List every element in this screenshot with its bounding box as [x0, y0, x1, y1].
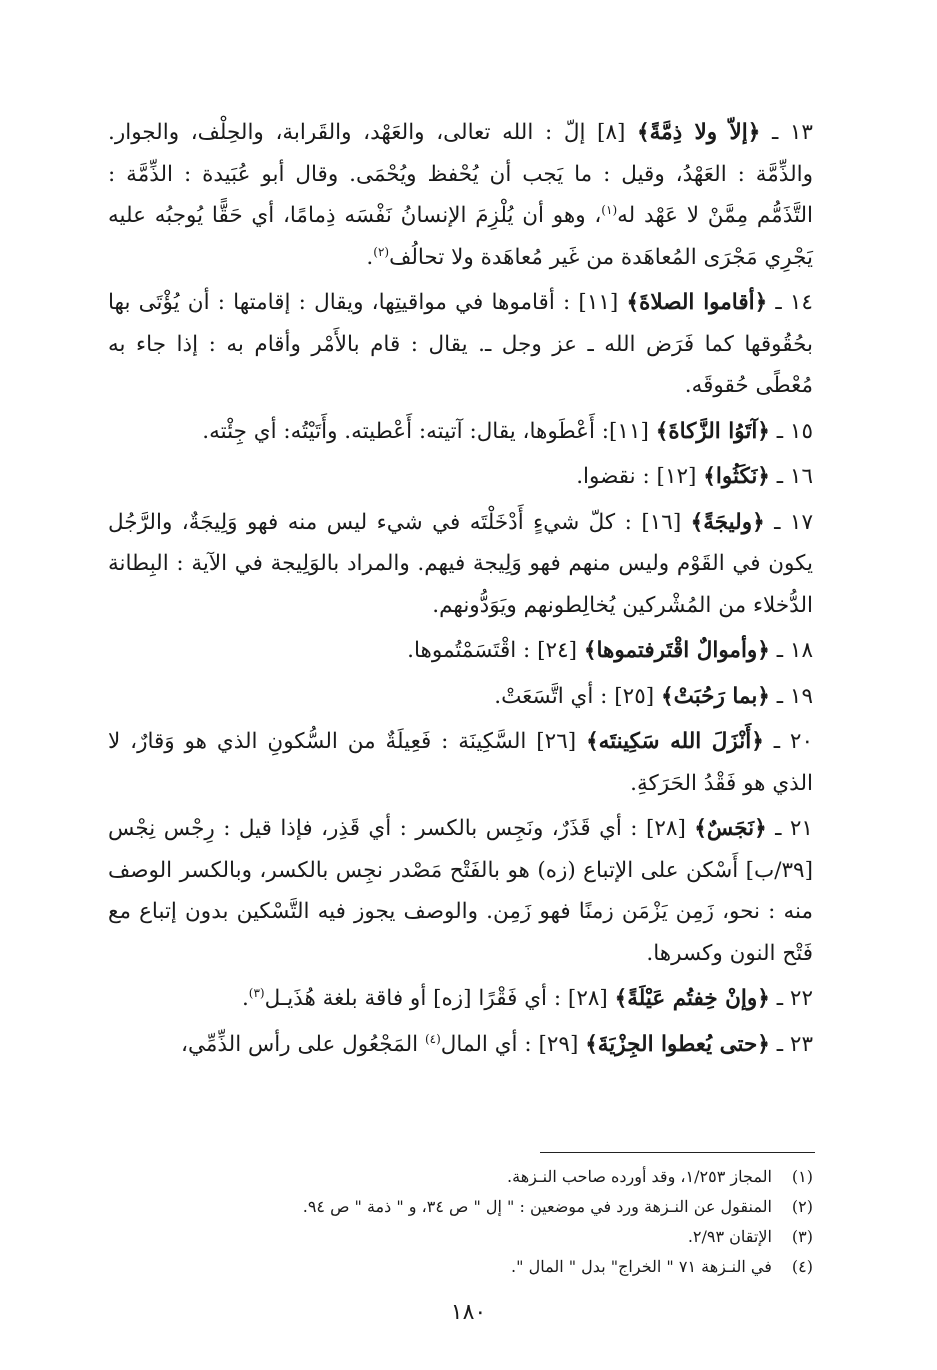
- entry-term: ﴿نَجَسٌ﴾: [694, 816, 767, 841]
- verse-ref: [٢٥]: [614, 683, 655, 709]
- entry-text: : أي المال: [440, 1031, 539, 1057]
- verse-ref: [٢٤]: [537, 638, 578, 663]
- entry-13: [108, 112, 813, 278]
- entry-text: .: [241, 986, 249, 1011]
- entry-19: [108, 676, 813, 718]
- verse-ref: [٢٨]: [645, 816, 686, 841]
- entry-term: ﴿إلاّ ولا ذِمَّةً﴾: [637, 120, 761, 145]
- entry-21: [108, 808, 813, 974]
- entry-14: [108, 282, 813, 407]
- entry-term: ﴿وإنْ خِفتُم عَيْلَةً﴾: [614, 986, 770, 1011]
- entry-text: السَّكِينَة : فَعِيلَةٌ من السُّكونِ الذي هو وَقارٌ، لا الذي هو فَقْدُ الحَرَكةِ.: [108, 729, 813, 796]
- entry-16: [108, 456, 813, 498]
- entry-text: : نقضوا.: [576, 464, 657, 489]
- entry-number: ١٦ ـ: [776, 464, 813, 489]
- entry-number: ٢٠ ـ: [773, 729, 813, 754]
- entry-18: [108, 630, 813, 672]
- entry-17: [108, 502, 813, 627]
- entry-term: ﴿آتَوُا الزَّكاةَ﴾: [655, 418, 770, 444]
- entry-term: ﴿أَنْزَلَ الله سَكِينتَه﴾: [586, 729, 764, 754]
- entry-text: : أَعْطَوها، يقال: آتيته: أَعْطيته. وأَتَيْتُه: أي جِئْته.: [202, 418, 610, 444]
- main-text: [108, 112, 813, 1069]
- entry-number: ١٥ ـ: [776, 418, 813, 444]
- page-number: ١٨٠: [450, 1300, 487, 1325]
- entry-22: [108, 978, 813, 1020]
- footnote-marker: (١): [601, 202, 618, 217]
- footnote-text: المجاز ١/٢٥٣، وقد أورده صاحب النـزهة.: [507, 1167, 772, 1186]
- verse-ref: [١١]: [609, 418, 649, 444]
- entry-text: ، وهو أن يُلْزِمَ الإنسانُ نَفْسَه ذِمامًا، أي حَقًّا يُوجبُه عليه يَجْرِي مَجْرَى المُعاهَدة من غَير مُعاهَدة ولا تحالُف: [108, 203, 813, 270]
- entry-number: ١٩ ـ: [776, 683, 813, 709]
- entry-23: [108, 1024, 813, 1066]
- entry-text: .: [366, 244, 374, 270]
- verse-ref: [٢٩]: [538, 1031, 579, 1057]
- entry-number: ١٧ ـ: [774, 509, 813, 535]
- footnote-marker: (٣): [248, 985, 265, 1000]
- entry-number: ١٣ ـ: [771, 120, 813, 145]
- entry-text: : أي قَذَرٌ، ونَجِس بالكسر : أي قَذِر، فإذا قيل : رِجْس نِجْس [٣٩/ب] أَسْكن على الإتباع (زه) هو بالفَتْح مَصْدر نجِس بالكسر، وبالكسر الوصف منه : نحو، زَمِن يَزْمَن زمنًا فهو زَمِن. والوصف يجوز فيه التَّسْكين بدون إتباع مع فَتْح النون وكسرها.: [108, 816, 813, 966]
- entry-term: ﴿بما رَحُبَتْ﴾: [660, 683, 770, 709]
- footnote-item: [108, 1222, 813, 1252]
- footnote-number: (٣): [791, 1227, 813, 1246]
- entry-term: ﴿وأموالٌ اقْتَرفتموها﴾: [583, 638, 770, 663]
- footnote-divider: [540, 1152, 815, 1153]
- entry-15: [108, 411, 813, 453]
- verse-ref: [٢٨]: [567, 986, 608, 1011]
- entry-text: : أي اتَّسَعَتْ.: [494, 683, 615, 709]
- entry-number: ٢٣ ـ: [776, 1031, 813, 1057]
- verse-ref: [١٢]: [656, 464, 697, 489]
- footnote-marker: (٢): [373, 244, 390, 259]
- entry-text: : أي فَقْرًا [زه] أو فاقة بلغة هُذَيـل: [264, 986, 568, 1011]
- entry-text: المَجْعُول على رأس الذِّمِّي،: [181, 1031, 425, 1057]
- verse-ref: [٢٦]: [536, 729, 577, 754]
- footnote-text: الإتقان ٢/٩٣.: [687, 1227, 772, 1246]
- entry-text: : أقاموها في مواقيتِها، ويقال : إقامتها : أن يُؤْتَى بها بحُقُوقها كما فَرَض الله ـ عز وجل ـ. يقال : قام بالأَمْر وأقام به : إذا جاء به مُعْطًى حُقوقَه.: [108, 290, 813, 398]
- entry-text: : اقْتَسَمْتُموها.: [407, 638, 538, 663]
- footnote-item: [108, 1252, 813, 1282]
- verse-ref: [١١]: [578, 290, 619, 315]
- footnote-text: المنقول عن النـزهة ورد في موضعين : " إل " ص ٣٤، و " ذمة " ص ٩٤.: [302, 1197, 772, 1216]
- entry-term: ﴿نَكَثُوا﴾: [703, 464, 770, 489]
- footnote-number: (٢): [791, 1197, 813, 1216]
- footnote-number: (٤): [791, 1257, 813, 1276]
- entry-number: ١٨ ـ: [776, 638, 813, 663]
- verse-ref: [١٦]: [641, 509, 682, 535]
- entry-text: إلّ : الله تعالى، والعَهْد، والقَرابة، والحِلْف، والجوار. والذِّمَّة : العَهْدُ، وقيل : ما يَجب أن يُحْفظ ويُحْمَى. وقال أبو عُبَيدة : الذِّمَّة : التَّذَمُّم مِمَّنْ لا عَهْد له: [108, 120, 813, 228]
- footnote-marker: (٤): [424, 1031, 441, 1046]
- verse-ref: [٨]: [597, 120, 626, 145]
- entry-number: ٢١ ـ: [775, 816, 813, 841]
- entry-term: ﴿وليجَةً﴾: [690, 509, 765, 535]
- footnote-text: في النـزهة ٧١ " الخراج" بدل " المال ".: [511, 1257, 772, 1276]
- entry-20: [108, 721, 813, 804]
- entry-term: ﴿أقاموا الصلاةَ﴾: [626, 290, 768, 315]
- footnote-item: [108, 1162, 813, 1192]
- entry-number: ٢٢ ـ: [776, 986, 813, 1011]
- entry-number: ١٤ ـ: [775, 290, 813, 315]
- footnote-item: [108, 1192, 813, 1222]
- footnote-number: (١): [791, 1167, 813, 1186]
- entry-text: : كلّ شيءٍ أَدْخَلْتَه في شيء ليس منه فهو وَلِيجَةٌ، والرَّجُل يكون في القَوْم وليس منهم فهو وَلِيجة فيهم. والمراد بالوَلِيجة في الآية : البِطانة الدُّخلاء من المُشْركين يُخالِطونهم ويَوَدُّونهم.: [108, 509, 813, 618]
- footnotes: [108, 1162, 813, 1282]
- entry-term: ﴿حتى يُعطوا الجِزْيَةَ﴾: [585, 1031, 770, 1057]
